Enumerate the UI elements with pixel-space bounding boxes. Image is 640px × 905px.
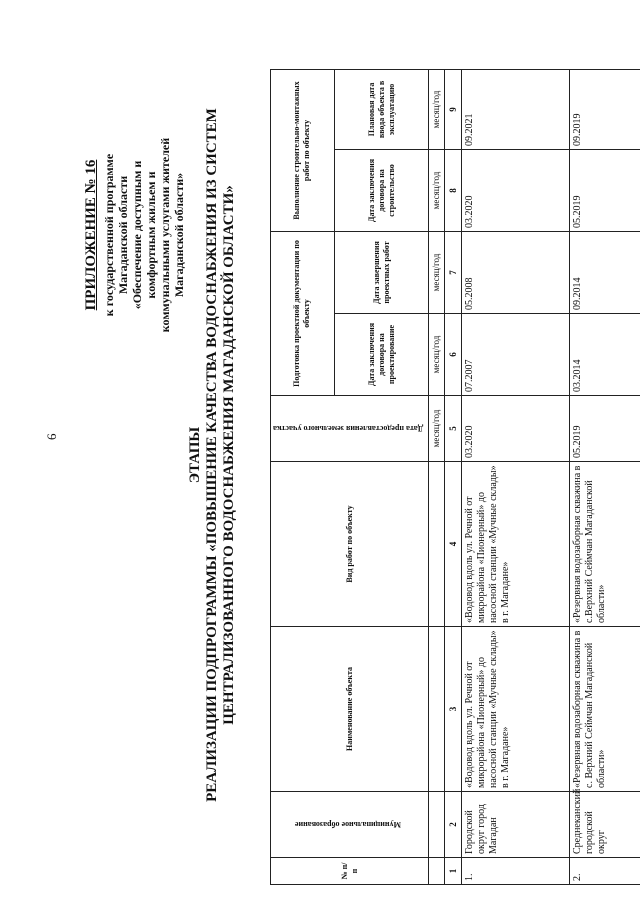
row-num: 1. — [462, 858, 570, 885]
row-land-date: 05.2019 — [570, 396, 640, 462]
stages-table — [270, 69, 640, 885]
header-build-group: Выполнение строительно-монтажных работ по объекту — [271, 69, 335, 231]
header-num: № п/п — [271, 858, 429, 885]
header-design-contract: Дата заключения договора на проектирование — [334, 314, 428, 396]
appendix-block — [82, 85, 186, 385]
unit-label: месяц/год — [429, 396, 445, 462]
row-commission: 09.2021 — [462, 69, 570, 149]
column-number: 2 — [445, 792, 462, 858]
row-num: 2. — [570, 858, 640, 885]
row-design-done: 05.2008 — [462, 231, 570, 313]
row-object-name: «Водовод вдоль ул. Речной от микрорайона «Пионерный» до насосной станции «Мучные склады» в г. Магадане» — [462, 627, 570, 792]
appendix-line: комфортным жильем и — [144, 171, 158, 299]
unit-label: месяц/год — [429, 231, 445, 313]
row-object-name: «Резервная водозаборная скважина в с. Верхний Сеймчан Магаданской области» — [570, 627, 640, 792]
heading-line-2: РЕАЛИЗАЦИИ ПОДПРОГРАММЫ «ПОВЫШЕНИЕ КАЧЕСТВА ВОДОСНАБЖЕНИЯ ИЗ СИСТЕМ — [204, 108, 220, 802]
column-number: 3 — [445, 627, 462, 792]
column-number: 4 — [445, 462, 462, 627]
header-municipality: Муниципальное образование — [271, 792, 429, 858]
row-work-type: «Водовод вдоль ул. Речной от микрорайона «Пионерный» до насосной станции «Мучные склады» в г. Магадане» — [462, 462, 570, 627]
appendix-line: «Обеспечение доступным и — [130, 160, 144, 310]
row-work-type: «Резервная водозаборная скважина в с.Верхний Сеймчан Магаданской области» — [570, 462, 640, 627]
unit-label: месяц/год — [429, 149, 445, 231]
appendix-line: коммунальными услугами жителей — [158, 137, 172, 333]
appendix-line: Магаданской области» — [172, 172, 186, 298]
appendix-line: Магаданской области — [116, 175, 130, 295]
row-commission: 09.2019 — [570, 69, 640, 149]
header-land-date: Дата предоставления земельного участка — [271, 396, 429, 462]
table-row — [462, 69, 570, 884]
table-row — [570, 69, 640, 884]
header-commission: Плановая дата ввода объекта в эксплуатацию — [334, 69, 428, 149]
row-design-contract: 07.2007 — [462, 314, 570, 396]
column-number: 5 — [445, 396, 462, 462]
heading-line-3: ЦЕНТРАЛИЗОВАННОГО ВОДОСНАБЖЕНИЯ МАГАДАНСКОЙ ОБЛАСТИ» — [221, 185, 237, 725]
column-number: 6 — [445, 314, 462, 396]
page-number: 6 — [44, 433, 59, 440]
unit-label: месяц/год — [429, 314, 445, 396]
header-build-contract: Дата заключения договора на строительство — [334, 149, 428, 231]
appendix-line: к государственной программе — [102, 153, 116, 317]
column-number: 8 — [445, 149, 462, 231]
row-municipality: Среднеканский городской округ — [570, 792, 640, 858]
row-design-contract: 03.2014 — [570, 314, 640, 396]
unit-label: месяц/год — [429, 69, 445, 149]
row-build-contract: 05.2019 — [570, 149, 640, 231]
column-number: 1 — [445, 858, 462, 885]
column-number: 7 — [445, 231, 462, 313]
header-object-name: Наименование объекта — [271, 627, 429, 792]
header-design-done: Дата завершения проектных работ — [334, 231, 428, 313]
heading-line-1: ЭТАПЫ — [187, 426, 203, 484]
row-land-date: 03.2020 — [462, 396, 570, 462]
row-build-contract: 03.2020 — [462, 149, 570, 231]
header-design-group: Подготовка проектной документации по объекту — [271, 231, 335, 395]
column-number: 9 — [445, 69, 462, 149]
row-design-done: 09.2014 — [570, 231, 640, 313]
document-heading — [186, 105, 238, 805]
appendix-title: ПРИЛОЖЕНИЕ № 16 — [83, 159, 99, 311]
row-municipality: Городской округ город Магадан — [462, 792, 570, 858]
header-work-type: Вид работ по объекту — [271, 462, 429, 627]
